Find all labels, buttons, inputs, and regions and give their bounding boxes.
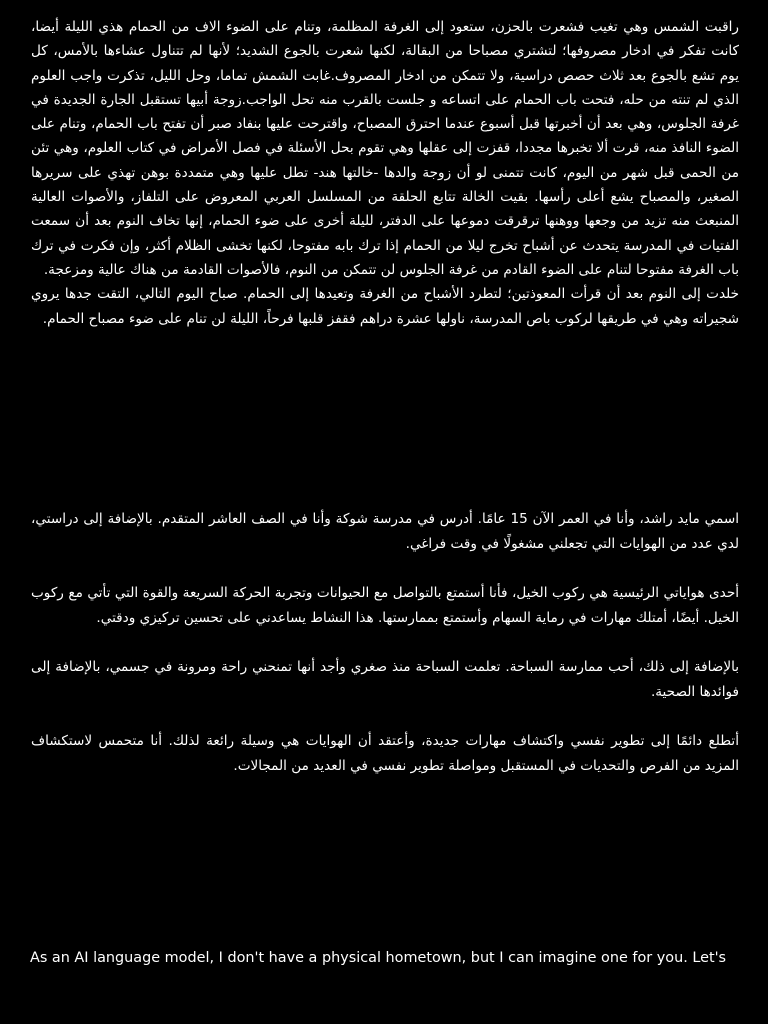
ai-response-text: As an AI language model, I don't have a physical hometown, but I can imagine one for you. Let's: [30, 950, 727, 966]
bio-text-block: [31, 507, 739, 778]
bio-paragraph: بالإضافة إلى ذلك، أحب ممارسة السباحة. تعلمت السباحة منذ صغري وأجد أنها تمنحني راحة ومرونة في جسمي، بالإضافة إلى فوائدها الصحية.: [31, 659, 739, 700]
bio-paragraph: اسمي مايد راشد، وأنا في العمر الآن 15 عامًا. أدرس في مدرسة شوكة وأنا في الصف العاشر المتقدم. بالإضافة إلى دراستي، لدي عدد من الهوايات التي تجعلني مشغولًا في وقت فراغي.: [31, 511, 739, 552]
story-paragraph: خلدت إلى النوم بعد أن قرأت المعوذتين؛ لتطرد الأشباح من الغرفة وتعيدها إلى الحمام. صباح اليوم التالي، التقت جدها يروي شجيراته وهي في طريقها لركوب باص المدرسة، ناولها عشرة دراهم فقفز قلبها فرحاً، الليلة لن تنام على ضوء مصباح الحمام.: [31, 286, 739, 327]
bio-paragraph: أتطلع دائمًا إلى تطوير نفسي واكتشاف مهارات جديدة، وأعتقد أن الهوايات هي وسيلة رائعة لذلك. أنا متحمس لاستكشاف المزيد من الفرص والتحديات في المستقبل ومواصلة تطوير نفسي في العديد من المجالات.: [31, 733, 739, 774]
story-paragraph: راقبت الشمس وهي تغيب فشعرت بالحزن، ستعود إلى الغرفة المظلمة، وتنام على الضوء الاف من الحمام هذي الليلة أيضا، كانت تفكر في ادخار مصروفها؛ لتشتري مصباحا من البقالة، لكنها شعرت بالجوع الشديد؛ لأنها لم تتناول عشاءها بالأمس، كل يوم تشع بالجوع بعد ثلاث حصص دراسية، ولا تتمكن من ادخار المصروف.غابت الشمش تماما، وحل الليل، تذكرت واجب العلوم الذي لم تنته من حله، فتحت باب الحمام على اتساعه و جلست بالقرب منه تحل الواجب.زوجة أبيها تستقبل الجارة الجديدة في غرفة الجلوس، وهي بعد أن أخبرتها قبل أسبوع عندما احترق المصباح، واقترحت عليها بنفاد صبر أن تفتح باب الحمام، وتنام على الضوء النافذ منه، قرت ألا تخبرها مجددا، قفزت إلى عقلها وهي تقوم بحل الأسئلة في فصل الأمراض في كتاب العلوم، وهي تئن من الحمى قبل شهر من اليوم، كانت تتمنى لو أن زوجة والدها -خالتها هند- تطل عليها وهي متمددة بوهن تهذي على سريرها الصغير، والمصباح يشع أعلى رأسها. بقيت الخالة تتابع الحلقة من المسلسل العربي المعروض على التلفاز، والأصوات العالية المنبعث منه تزيد من وجعها ووهنها ترقرقت دموعها على الدفتر، لليلة أخرى على ضوء الحمام، إنها تخاف النوم بعد أن سمعت الفتيات في المدرسة يتحدث عن أشباح تخرج ليلا من الحمام إذا ترك بابه مفتوحا، لكنها تخشى الظلام أكثر، وإن فكرت في ترك باب الغرفة مفتوحا لتنام على الضوء القادم من غرفة الجلوس لن تتمكن من النوم، فالأصوات القادمة من هناك عالية ومزعجة.: [31, 19, 739, 278]
bio-paragraph: أحدى هواياتي الرئيسية هي ركوب الخيل، فأنا أستمتع بالتواصل مع الحيوانات وتجربة الحركة السريعة والقوة التي تأتي مع ركوب الخيل. أيضًا، أمتلك مهارات في رماية السهام وأستمتع بممارستها. هذا النشاط يساعدني على تحسين تركيزي ودقتي.: [31, 585, 739, 626]
story-text-block: [31, 15, 739, 331]
